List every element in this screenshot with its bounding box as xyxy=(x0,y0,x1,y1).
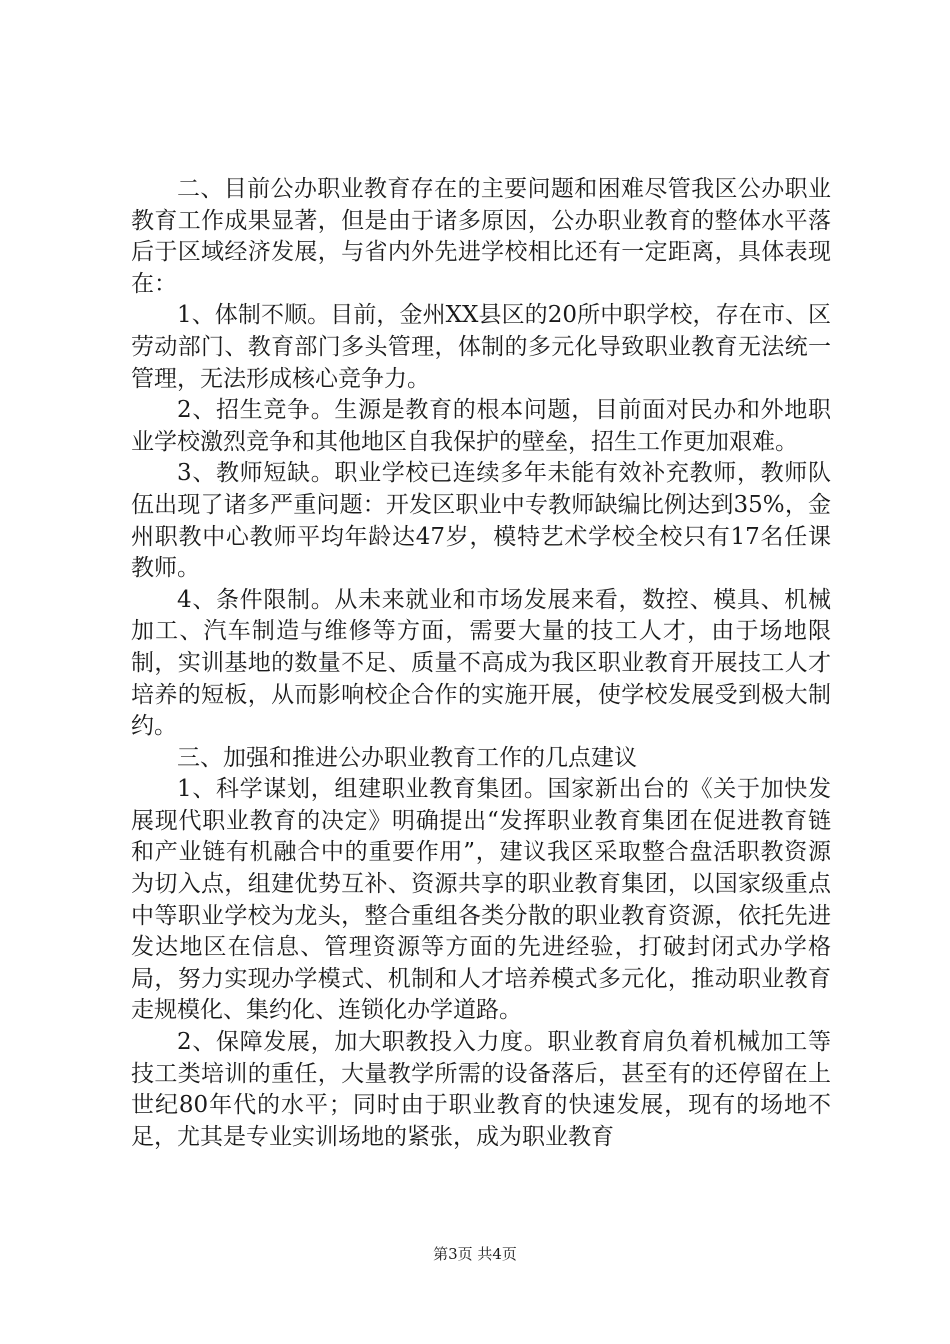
paragraph-section-two-heading: 二、目前公办职业教育存在的主要问题和困难尽管我区公办职业教育工作成果显著，但是由于诸多原因，公办职业教育的整体水平落后于区域经济发展，与省内外先进学校相比还有一定距离，具体表现在： xyxy=(131,176,831,297)
paragraph-item-teachers: 3、教师短缺。职业学校已连续多年未能有效补充教师，教师队伍出现了诸多严重问题：开发区职业中专教师缺编比例达到35%，金州职教中心教师平均年龄达47岁，模特艺术学校全校只有17名任课教师。 xyxy=(131,460,831,582)
paragraph-suggestion-group: 1、科学谋划，组建职业教育集团。国家新出台的《关于加快发展现代职业教育的决定》明确提出“发挥职业教育集团在促进教育链和产业链有机融合中的重要作用”，建议我区采取整合盘活职教资源为切入点，组建优势互补、资源共享的职业教育集团，以国家级重点中等职业学校为龙头，整合重组各类分散的职业教育资源，依托先进发达地区在信息、管理资源等方面的先进经验，打破封闭式办学格局，努力实现办学模式、机制和人才培养模式多元化，推动职业教育走规模化、集约化、连锁化办学道路。 xyxy=(131,776,831,1024)
paragraph-item-enrollment: 2、招生竞争。生源是教育的根本问题，目前面对民办和外地职业学校激烈竞争和其他地区自我保护的壁垒，招生工作更加艰难。 xyxy=(131,397,831,455)
document-body xyxy=(131,174,831,1153)
paragraph-item-conditions: 4、条件限制。从未来就业和市场发展来看，数控、模具、机械加工、汽车制造与维修等方面，需要大量的技工人才，由于场地限制，实训基地的数量不足、质量不高成为我区职业教育开展技工人才培养的短板，从而影响校企合作的实施开展，使学校发展受到极大制约。 xyxy=(131,586,831,740)
paragraph-suggestion-investment: 2、保障发展，加大职教投入力度。职业教育肩负着机械加工等技工类培训的重任，大量教学所需的设备落后，甚至有的还停留在上世纪80年代的水平；同时由于职业教育的快速发展，现有的场地不足，尤其是专业实训场地的紧张，成为职业教育 xyxy=(131,1029,831,1150)
page-footer: 第3页 共4页 xyxy=(433,1245,517,1263)
paragraph-section-three-heading: 三、加强和推进公办职业教育工作的几点建议 xyxy=(177,744,637,771)
paragraph-item-system: 1、体制不顺。目前，金州XX县区的20所中职学校，存在市、区劳动部门、教育部门多头管理，体制的多元化导致职业教育无法统一管理，无法形成核心竞争力。 xyxy=(131,302,831,392)
